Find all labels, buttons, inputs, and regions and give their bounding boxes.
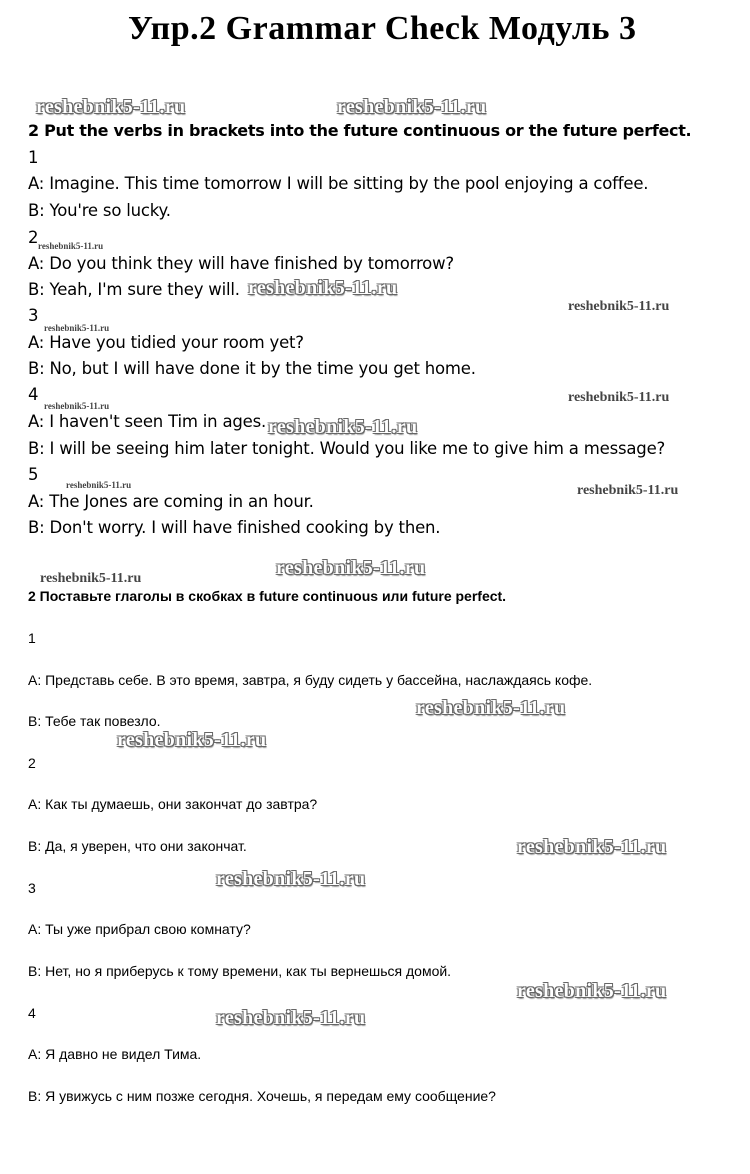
english-line-a: A: Have you tidied your room yet? bbox=[28, 333, 304, 352]
watermark: reshebnik5-11.ru bbox=[248, 277, 398, 299]
english-item-number: 3 bbox=[28, 306, 39, 325]
english-line-b: B: I will be seeing him later tonight. Would you like me to give him a message? bbox=[28, 439, 666, 458]
english-line-b: B: Yeah, I'm sure they will. bbox=[28, 280, 240, 299]
watermark: reshebnik5-11.ru bbox=[38, 241, 104, 251]
watermark: reshebnik5-11.ru bbox=[517, 836, 667, 858]
watermark: reshebnik5-11.ru bbox=[568, 390, 670, 405]
russian-line-b: В: Я увижусь с ним позже сегодня. Хочешь, я передам ему сообщение? bbox=[28, 1088, 496, 1104]
english-line-a: A: Imagine. This time tomorrow I will be sitting by the pool enjoying a coffee. bbox=[28, 174, 649, 193]
watermark: reshebnik5-11.ru bbox=[44, 323, 110, 333]
watermark: reshebnik5-11.ru bbox=[216, 1007, 366, 1029]
english-item-number: 2 bbox=[28, 228, 39, 247]
watermark: reshebnik5-11.ru bbox=[36, 96, 186, 118]
russian-item-number: 1 bbox=[28, 630, 36, 646]
russian-item-number: 2 bbox=[28, 755, 36, 771]
watermark: reshebnik5-11.ru bbox=[66, 480, 132, 490]
watermark: reshebnik5-11.ru bbox=[44, 401, 110, 411]
russian-line-a: А: Как ты думаешь, они закончат до завтра? bbox=[28, 796, 318, 812]
english-line-a: A: Do you think they will have finished by tomorrow? bbox=[28, 254, 454, 273]
russian-item-number: 4 bbox=[28, 1005, 36, 1021]
english-item-number: 4 bbox=[28, 385, 39, 404]
english-line-b: B: No, but I will have done it by the time you get home. bbox=[28, 359, 476, 378]
watermark: reshebnik5-11.ru bbox=[216, 868, 366, 890]
watermark: reshebnik5-11.ru bbox=[337, 96, 487, 118]
watermark: reshebnik5-11.ru bbox=[517, 980, 667, 1002]
watermark: reshebnik5-11.ru bbox=[117, 729, 267, 751]
watermark: reshebnik5-11.ru bbox=[577, 483, 679, 498]
english-item-number: 5 bbox=[28, 465, 39, 484]
russian-instruction: 2 Поставьте глаголы в скобках в future continuous или future perfect. bbox=[28, 588, 507, 604]
english-line-a: A: I haven't seen Tim in ages. bbox=[28, 412, 267, 431]
watermark: reshebnik5-11.ru bbox=[568, 299, 670, 314]
english-line-b: B: You're so lucky. bbox=[28, 201, 171, 220]
watermark: reshebnik5-11.ru bbox=[416, 697, 566, 719]
russian-line-b: В: Да, я уверен, что они закончат. bbox=[28, 838, 247, 854]
russian-line-b: В: Тебе так повезло. bbox=[28, 713, 161, 729]
english-line-a: A: The Jones are coming in an hour. bbox=[28, 492, 314, 511]
russian-item-number: 3 bbox=[28, 880, 36, 896]
english-instruction: 2 Put the verbs in brackets into the future continuous or the future perfect. bbox=[28, 121, 692, 140]
russian-line-b: В: Нет, но я приберусь к тому времени, как ты вернешься домой. bbox=[28, 963, 452, 979]
russian-line-a: А: Я давно не видел Тима. bbox=[28, 1046, 202, 1062]
page-title: Упр.2 Grammar Check Модуль 3 bbox=[128, 10, 637, 47]
watermark: reshebnik5-11.ru bbox=[276, 557, 426, 579]
russian-line-a: А: Ты уже прибрал свою комнату? bbox=[28, 921, 251, 937]
russian-line-a: А: Представь себе. В это время, завтра, я буду сидеть у бассейна, наслаждаясь кофе. bbox=[28, 672, 593, 688]
english-line-b: B: Don't worry. I will have finished cooking by then. bbox=[28, 518, 441, 537]
watermark: reshebnik5-11.ru bbox=[268, 416, 418, 438]
english-item-number: 1 bbox=[28, 148, 39, 167]
watermark: reshebnik5-11.ru bbox=[40, 571, 142, 586]
